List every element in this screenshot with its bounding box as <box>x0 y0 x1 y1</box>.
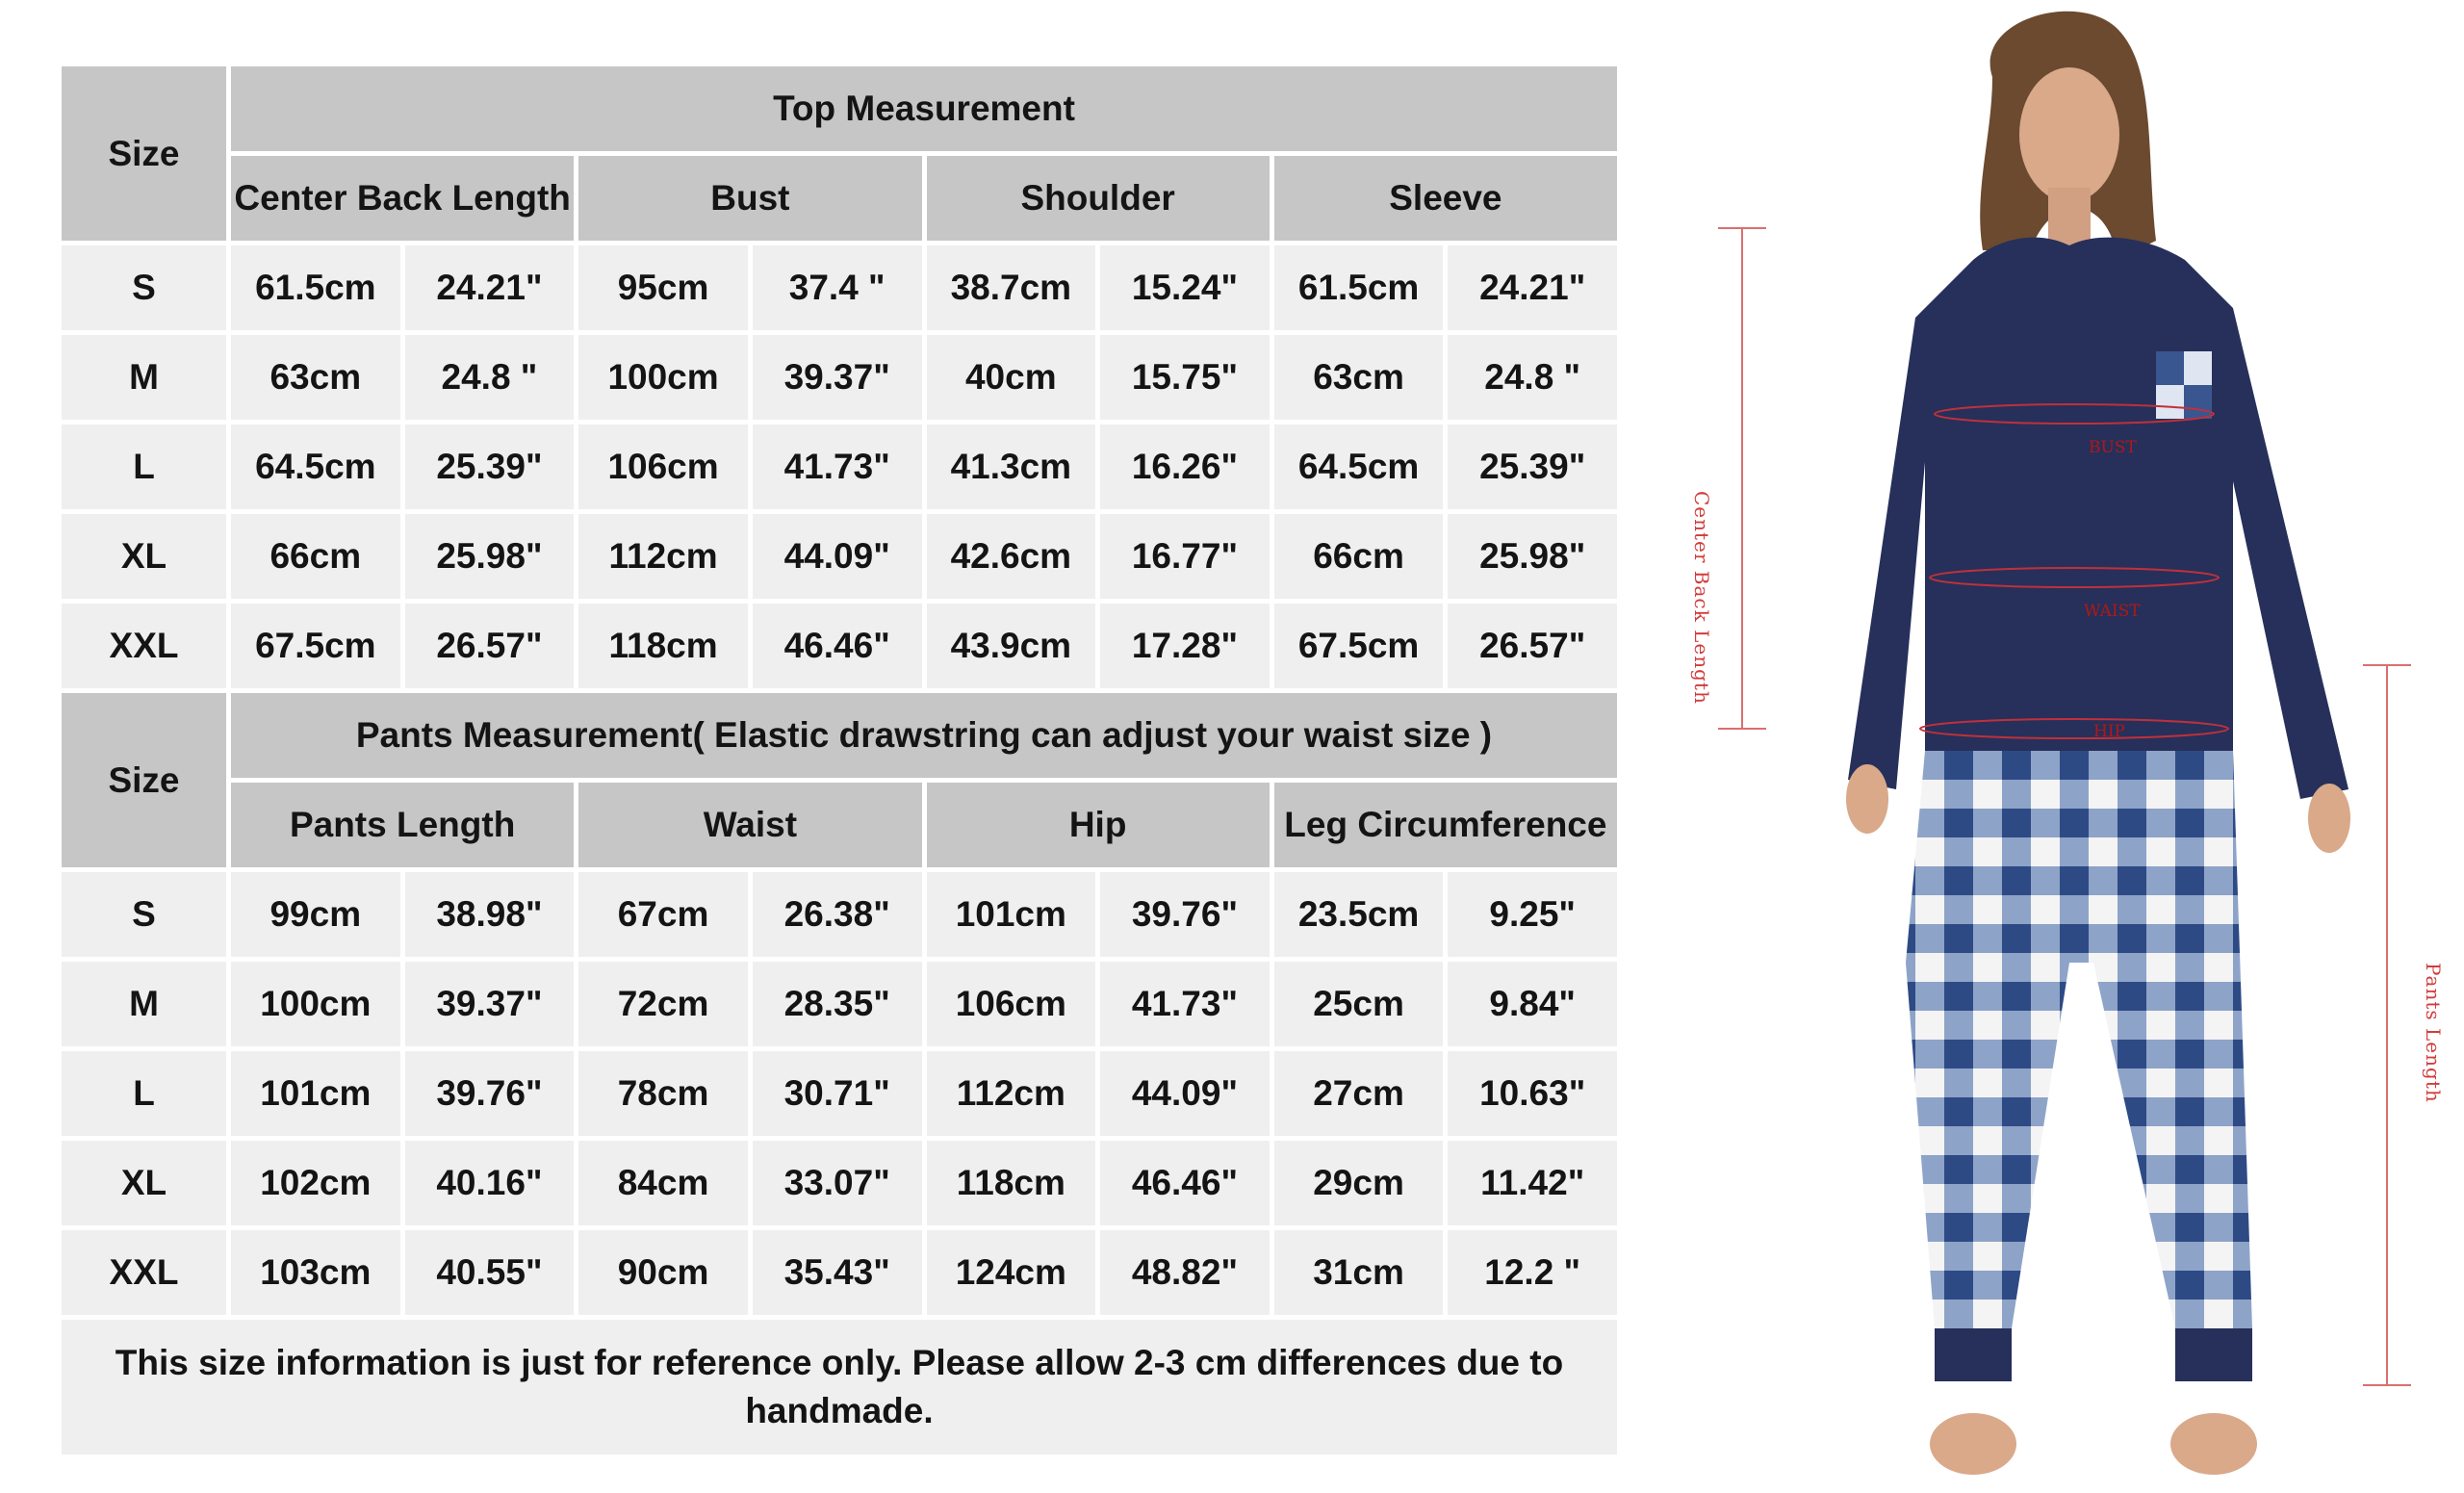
pants-value-cell: 28.35" <box>753 962 922 1046</box>
pants-row <box>62 1230 1617 1315</box>
top-value-cell: 16.26" <box>1100 425 1270 509</box>
model-illustration <box>1829 0 2464 1488</box>
pants-value-cell: 12.2 " <box>1448 1230 1617 1315</box>
plaid-pants <box>1906 751 2252 1328</box>
pants-value-cell: 29cm <box>1274 1141 1444 1225</box>
model-figure <box>1690 0 2464 1488</box>
reference-note: This size information is just for reference only. Please allow 2-3 cm differences due to handmade. <box>62 1320 1617 1454</box>
pants-length-label: Pants Length <box>2422 963 2445 1103</box>
pants-size-header: Size <box>62 693 226 867</box>
top-size-cell: L <box>62 425 226 509</box>
top-value-cell: 118cm <box>578 604 748 688</box>
pants-size-cell: S <box>62 872 226 957</box>
top-row <box>62 245 1617 330</box>
pants-value-cell: 9.25" <box>1448 872 1617 957</box>
pants-value-cell: 67cm <box>578 872 748 957</box>
col-bust: Bust <box>578 156 921 241</box>
top-value-cell: 67.5cm <box>231 604 400 688</box>
pants-value-cell: 27cm <box>1274 1051 1444 1136</box>
pants-value-cell: 25cm <box>1274 962 1444 1046</box>
top-value-cell: 66cm <box>231 514 400 599</box>
top-value-cell: 41.3cm <box>927 425 1096 509</box>
pants-size-cell: XL <box>62 1141 226 1225</box>
top-value-cell: 24.8 " <box>405 335 575 420</box>
center-back-length-label: Center Back Length <box>1690 491 1713 705</box>
pants-row <box>62 1141 1617 1225</box>
pants-value-cell: 112cm <box>927 1051 1096 1136</box>
top-value-cell: 40cm <box>927 335 1096 420</box>
top-value-cell: 26.57" <box>1448 604 1617 688</box>
top-value-cell: 67.5cm <box>1274 604 1444 688</box>
top-size-cell: XL <box>62 514 226 599</box>
top-value-cell: 42.6cm <box>927 514 1096 599</box>
top-value-cell: 46.46" <box>753 604 922 688</box>
top-size-cell: XXL <box>62 604 226 688</box>
waist-label: WAIST <box>2084 602 2141 621</box>
col-pants-length: Pants Length <box>231 783 574 867</box>
bust-label: BUST <box>2089 438 2137 457</box>
pants-value-cell: 40.55" <box>405 1230 575 1315</box>
top-value-cell: 39.37" <box>753 335 922 420</box>
pants-value-cell: 106cm <box>927 962 1096 1046</box>
pants-value-cell: 84cm <box>578 1141 748 1225</box>
pants-row <box>62 872 1617 957</box>
pants-size-cell: L <box>62 1051 226 1136</box>
top-value-cell: 43.9cm <box>927 604 1096 688</box>
top-value-cell: 66cm <box>1274 514 1444 599</box>
pants-value-cell: 118cm <box>927 1141 1096 1225</box>
top-row <box>62 335 1617 420</box>
pants-value-cell: 101cm <box>927 872 1096 957</box>
pants-row <box>62 1051 1617 1136</box>
pants-measurement-table <box>57 688 1622 1320</box>
top-value-cell: 64.5cm <box>1274 425 1444 509</box>
center-back-tick-bottom <box>1718 728 1766 730</box>
pants-value-cell: 30.71" <box>753 1051 922 1136</box>
top-size-header: Size <box>62 66 226 241</box>
top-value-cell: 37.4 " <box>753 245 922 330</box>
pants-value-cell: 78cm <box>578 1051 748 1136</box>
center-back-line <box>1741 227 1743 730</box>
pants-length-tick-bottom <box>2363 1384 2411 1386</box>
top-value-cell: 25.98" <box>405 514 575 599</box>
pants-value-cell: 100cm <box>231 962 400 1046</box>
pants-value-cell: 102cm <box>231 1141 400 1225</box>
center-back-tick-top <box>1718 227 1766 229</box>
top-value-cell: 25.98" <box>1448 514 1617 599</box>
pants-value-cell: 124cm <box>927 1230 1096 1315</box>
pants-value-cell: 9.84" <box>1448 962 1617 1046</box>
col-leg-circumference: Leg Circumference <box>1274 783 1617 867</box>
top-value-cell: 25.39" <box>1448 425 1617 509</box>
col-waist: Waist <box>578 783 921 867</box>
pants-value-cell: 48.82" <box>1100 1230 1270 1315</box>
pants-value-cell: 103cm <box>231 1230 400 1315</box>
top-row <box>62 604 1617 688</box>
top-value-cell: 63cm <box>231 335 400 420</box>
top-value-cell: 44.09" <box>753 514 922 599</box>
top-size-cell: S <box>62 245 226 330</box>
top-measurement-title: Top Measurement <box>231 66 1617 151</box>
pants-value-cell: 72cm <box>578 962 748 1046</box>
top-value-cell: 15.24" <box>1100 245 1270 330</box>
top-value-cell: 64.5cm <box>231 425 400 509</box>
col-sleeve: Sleeve <box>1274 156 1617 241</box>
pants-value-cell: 11.42" <box>1448 1141 1617 1225</box>
pants-value-cell: 23.5cm <box>1274 872 1444 957</box>
top-value-cell: 61.5cm <box>1274 245 1444 330</box>
pants-length-tick-top <box>2363 664 2411 666</box>
pants-value-cell: 38.98" <box>405 872 575 957</box>
col-shoulder: Shoulder <box>927 156 1270 241</box>
top-value-cell: 16.77" <box>1100 514 1270 599</box>
pants-value-cell: 39.76" <box>1100 872 1270 957</box>
col-center-back-length: Center Back Length <box>231 156 574 241</box>
pants-value-cell: 35.43" <box>753 1230 922 1315</box>
top-value-cell: 26.57" <box>405 604 575 688</box>
pants-value-cell: 26.38" <box>753 872 922 957</box>
top-value-cell: 38.7cm <box>927 245 1096 330</box>
top-value-cell: 24.21" <box>1448 245 1617 330</box>
top-value-cell: 24.21" <box>405 245 575 330</box>
top-row <box>62 425 1617 509</box>
top-value-cell: 95cm <box>578 245 748 330</box>
pants-value-cell: 39.37" <box>405 962 575 1046</box>
pants-row <box>62 962 1617 1046</box>
hip-label: HIP <box>2093 722 2125 741</box>
pants-value-cell: 46.46" <box>1100 1141 1270 1225</box>
top-value-cell: 112cm <box>578 514 748 599</box>
top-value-cell: 100cm <box>578 335 748 420</box>
top-value-cell: 17.28" <box>1100 604 1270 688</box>
top-row <box>62 514 1617 599</box>
top-value-cell: 24.8 " <box>1448 335 1617 420</box>
top-value-cell: 106cm <box>578 425 748 509</box>
pants-value-cell: 40.16" <box>405 1141 575 1225</box>
size-chart <box>57 62 1622 1454</box>
pants-length-line <box>2386 664 2388 1386</box>
pants-size-cell: XXL <box>62 1230 226 1315</box>
pants-value-cell: 39.76" <box>405 1051 575 1136</box>
pants-size-cell: M <box>62 962 226 1046</box>
top-value-cell: 15.75" <box>1100 335 1270 420</box>
pants-measurement-title: Pants Measurement( Elastic drawstring can adjust your waist size ) <box>231 693 1617 778</box>
top-shirt <box>1848 238 2348 799</box>
pants-value-cell: 31cm <box>1274 1230 1444 1315</box>
top-value-cell: 61.5cm <box>231 245 400 330</box>
top-size-cell: M <box>62 335 226 420</box>
pants-value-cell: 10.63" <box>1448 1051 1617 1136</box>
pants-value-cell: 90cm <box>578 1230 748 1315</box>
col-hip: Hip <box>927 783 1270 867</box>
top-value-cell: 63cm <box>1274 335 1444 420</box>
top-value-cell: 25.39" <box>405 425 575 509</box>
pants-value-cell: 44.09" <box>1100 1051 1270 1136</box>
top-measurement-table <box>57 62 1622 693</box>
pants-value-cell: 33.07" <box>753 1141 922 1225</box>
top-value-cell: 41.73" <box>753 425 922 509</box>
pants-value-cell: 41.73" <box>1100 962 1270 1046</box>
pants-value-cell: 99cm <box>231 872 400 957</box>
pants-value-cell: 101cm <box>231 1051 400 1136</box>
